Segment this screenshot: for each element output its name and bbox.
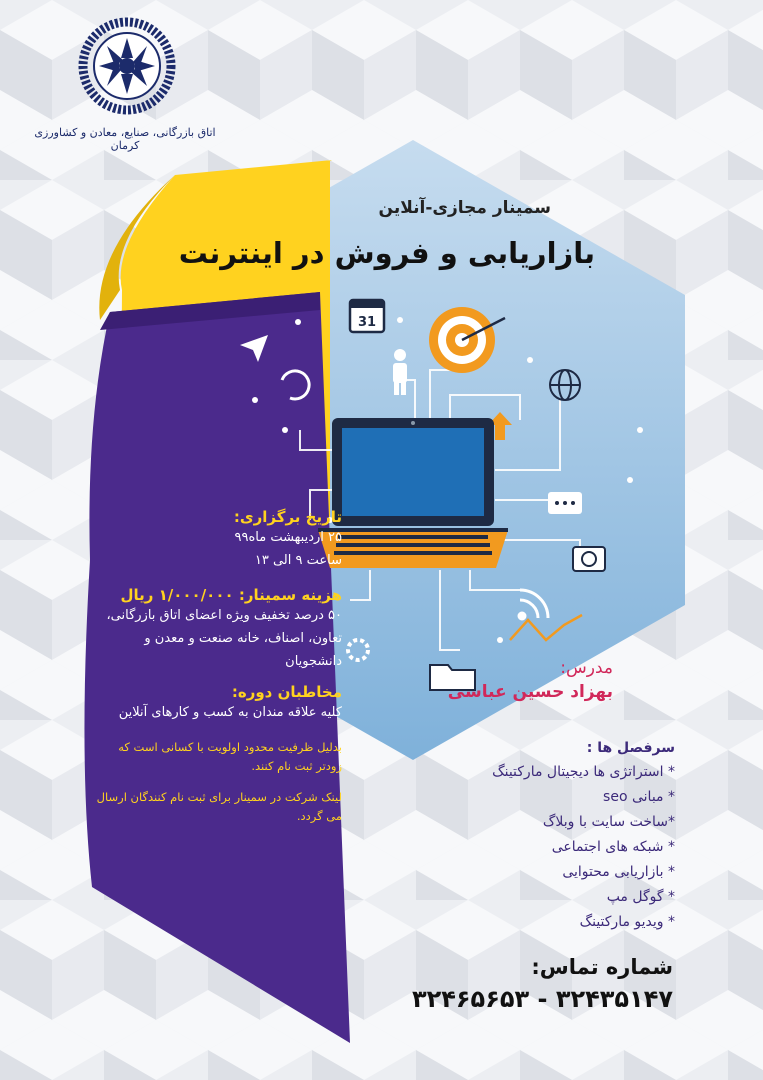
contact-numbers: ۳۲۴۶۵۶۵۳ - ۳۲۴۳۵۱۴۷ — [411, 985, 673, 1013]
svg-text:31: 31 — [357, 315, 377, 330]
contact-block — [412, 955, 673, 1013]
audience-value: کلیه علاقه مندان به کسب و کارهای آنلاین — [118, 705, 342, 720]
organization-caption: اتاق بازرگانی، صنایع، معادن و کشاورزی کرمان — [34, 126, 216, 152]
list-item: * مبانی seo — [603, 789, 675, 805]
audience-label: مخاطبان دوره: — [231, 683, 342, 701]
chat-bubble-icon — [548, 492, 582, 514]
event-info-panel — [92, 508, 342, 834]
link-note: لینک شرکت در سمینار برای ثبت نام کنندگان ارسال می گردد. — [96, 790, 342, 823]
topics-title: سرفصل ها : — [586, 740, 675, 756]
instructor-name: بهزاد حسین عباسی — [447, 682, 613, 702]
list-item: * ویدیو مارکتینگ — [579, 914, 675, 930]
list-item: * بازاریابی محتوایی — [562, 864, 675, 880]
instructor-block — [448, 658, 613, 702]
instructor-label: مدرس: — [560, 658, 613, 678]
fee-discount: ۵۰ درصد تخفیف ویژه اعضای اتاق بازرگانی، تعاون، اصناف، خانه صنعت و معدن و دانشجویان — [106, 608, 342, 669]
fee-block — [92, 586, 342, 673]
date-value: ۲۵ اردیبهشت ماه۹۹ — [234, 530, 342, 545]
list-item: * شبکه های اجتماعی — [551, 839, 675, 855]
list-item: *ساخت سایت با وبلاگ — [542, 814, 675, 830]
date-block — [92, 508, 342, 572]
date-label: تاریخ برگزاری: — [233, 508, 342, 526]
calendar-icon — [350, 300, 384, 332]
time-value: ساعت ۹ الی ۱۳ — [254, 553, 342, 568]
list-item: * استراتژی ها دیجیتال مارکتینگ — [492, 764, 675, 780]
contact-title: شماره تماس: — [531, 955, 673, 979]
topics-block — [492, 740, 675, 935]
fee-label: هزینه سمینار: ۱/۰۰۰/۰۰۰ ریال — [120, 586, 342, 604]
seminar-title: بازاریابی و فروش در اینترنت — [178, 236, 595, 270]
camera-icon — [573, 547, 605, 571]
topics-list — [492, 760, 675, 935]
list-item: * گوگل مپ — [606, 889, 675, 905]
laptop-icon — [318, 418, 508, 568]
seminar-subtitle: سمینار مجازی-آنلاین — [378, 198, 551, 218]
priority-note: بدلیل ظرفیت محدود اولویت با کسانی است که زودتر ثبت نام کنند. — [118, 740, 342, 773]
audience-block — [92, 683, 342, 724]
